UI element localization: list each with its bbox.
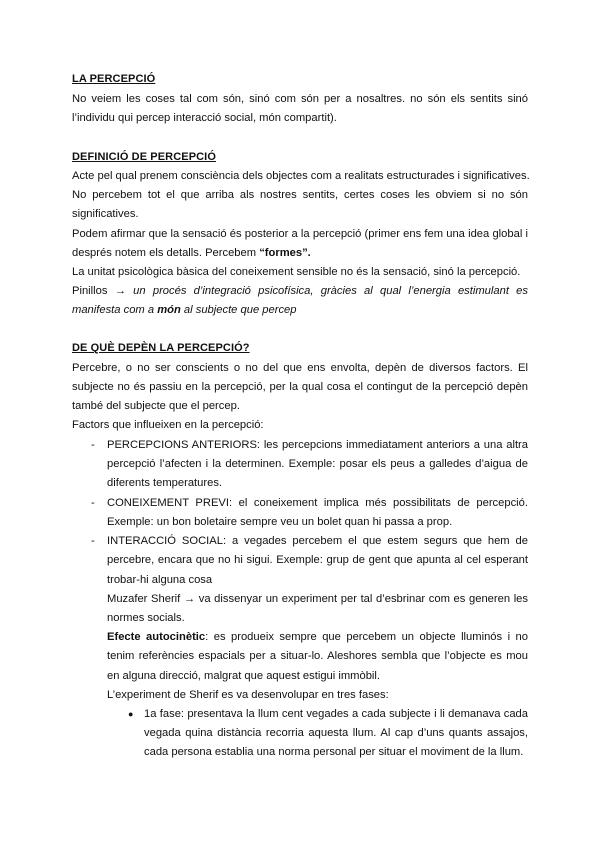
paragraph-line: Podem afirmar que la sensació és posterior a la percepció (primer ens fem una idea global i [72, 228, 528, 240]
efecte-term: Efecte autocinètic [107, 631, 206, 643]
paragraph-line: Factors que influeixen en la percepció: [72, 419, 264, 431]
text-span: : es produeix sempre que percebem un objecte lluminós i no [205, 631, 528, 643]
heading-definicio: DEFINICIÓ DE PERCEPCIÓ [72, 151, 216, 163]
bullet-icon: ● [128, 709, 134, 719]
paragraph-line: La unitat psicològica bàsica del coneixement sensible no és la sensació, sinó la percepció. [72, 266, 521, 278]
list-item-line: PERCEPCIONS ANTERIORS: les percepcions immediatament anteriors a una altra [107, 439, 528, 451]
paragraph-line: significatives. [72, 208, 139, 220]
pinillos-prefix: Pinillos → [72, 285, 126, 297]
paragraph-line: també del subjecte que el percep. [72, 400, 240, 412]
paragraph-line [72, 301, 528, 320]
list-item-line: Muzafer Sherif → va dissenyar un experiment per tal d’esbrinar com es generen les [107, 593, 528, 605]
list-dash: - [91, 535, 95, 547]
efecte-line: tenim referències espacials per a situar-lo. Aleshores sembla que l’objecte es mou [107, 650, 528, 662]
paragraph-line [72, 282, 528, 301]
heading-la-percepcio: LA PERCEPCIÓ [72, 73, 156, 85]
list-dash: - [91, 497, 95, 509]
list-dash: - [91, 439, 95, 451]
text-span: al subjecte que percep [183, 304, 297, 316]
paragraph-line: subjecte no és passiu en la percepció, per la qual cosa el contingut de la percepció depèn [72, 381, 528, 393]
list-item-line: trobar-hi alguna cosa [107, 574, 213, 586]
list-item-line: percepció l’afecten i la determinen. Exemple: posar els peus a galledes d’aigua de [107, 458, 528, 470]
mon-bold: món [157, 304, 181, 316]
fase-line: vegada quina distància recorria aquesta llum. Al cap d’uns quants assajos, [144, 727, 528, 739]
list-item-line: Exemple: un bon boletaire sempre veu un bolet quan hi passa a prop. [107, 516, 453, 528]
text-span: després notem els detalls. Percebem [72, 247, 257, 259]
paragraph-line: Percebre, o no ser conscients o no del que ens envolta, depèn de diversos factors. El [72, 362, 528, 374]
fase-line: 1a fase: presentava la llum cent vegades a cada subjecte i li demanava cada [144, 708, 528, 720]
list-item-line: diferents temperatures. [107, 477, 223, 489]
list-item-line: INTERACCIÓ SOCIAL: a vegades percebem el que estem segurs que hem de [107, 535, 528, 547]
paragraph-line: No percebem tot el que arriba als nostres sentits, certes coses les obviem si no són [72, 189, 528, 201]
paragraph-line: Acte pel qual prenem consciència dels objectes com a realitats estructurades i significatives. [72, 170, 530, 182]
list-item-line: CONEIXEMENT PREVI: el coneixement implica més possibilitats de percepció. [107, 497, 528, 509]
list-item-line: percebre, encara que no hi sigui. Exemple: grup de gent que apunta al cel esperant [107, 554, 528, 566]
list-item-line: normes socials. [107, 612, 185, 624]
text-span: manifesta com a [72, 304, 155, 316]
sherif-intro: L’experiment de Sherif es va desenvolupar en tres fases: [107, 689, 389, 701]
fase-line: cada persona establia una norma personal per situar el moviment de la llum. [144, 746, 524, 758]
efecte-line [107, 628, 528, 647]
paragraph-line [72, 244, 528, 263]
heading-de-que-depen: DE QUÈ DEPÈN LA PERCEPCIÓ? [72, 342, 250, 354]
efecte-line: en alguna direcció, malgrat que aquest estigui immòbil. [107, 670, 381, 682]
paragraph-line: No veiem les coses tal com són, sinó com són per a nosaltres. no són els sentits sinó [72, 93, 528, 105]
formes-bold: “formes”. [259, 247, 311, 259]
paragraph-line: l’individu qui percep interacció social, món compartit). [72, 112, 337, 124]
pinillos-quote: un procés d’integració psicofísica, gràcies al qual l’energia estimulant es [133, 285, 529, 297]
